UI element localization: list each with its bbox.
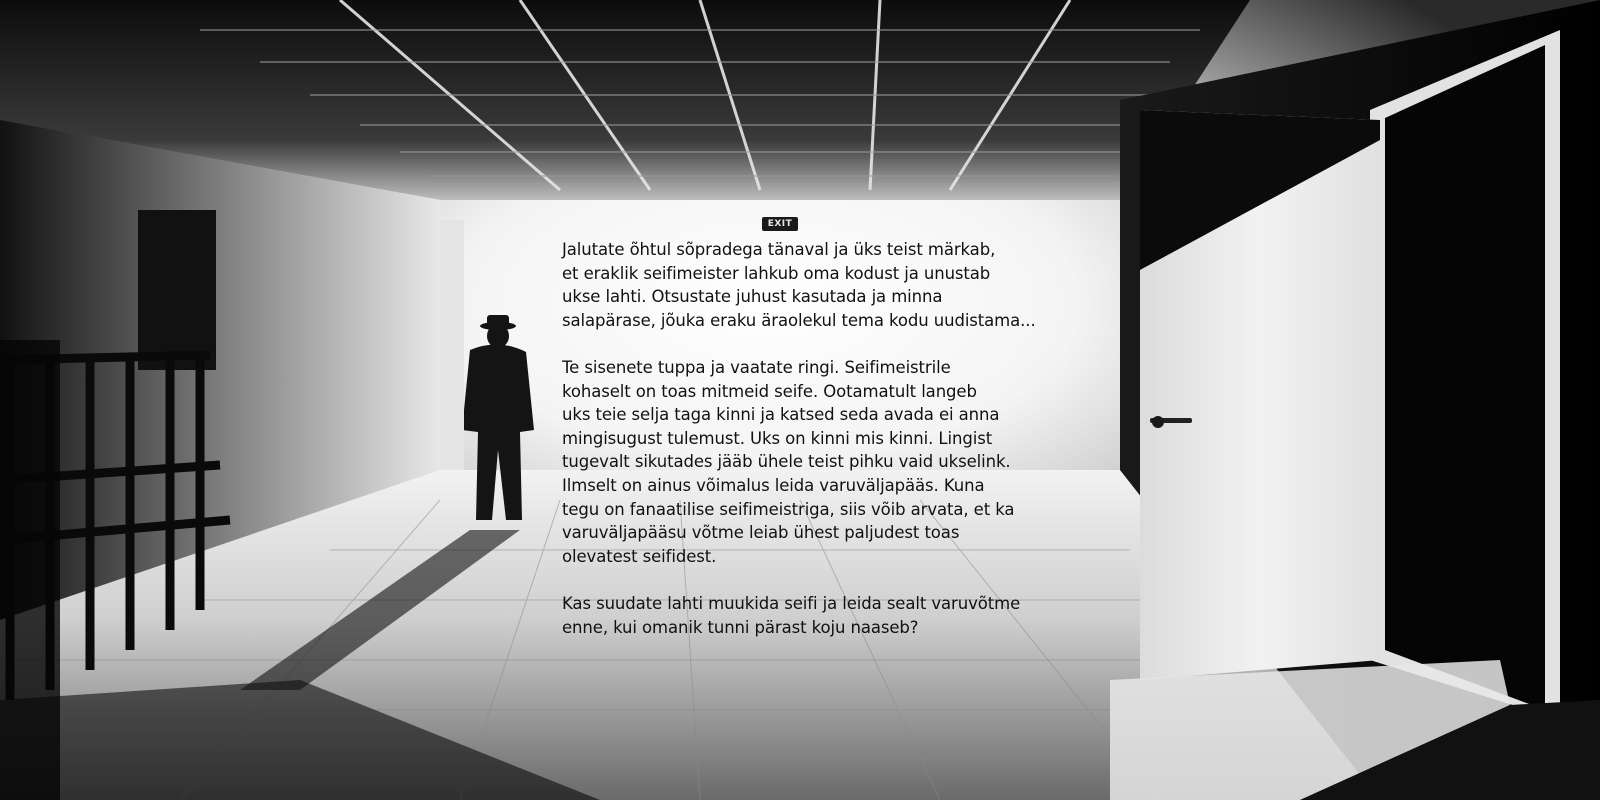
story-paragraph-situation: Te sisenete tuppa ja vaatate ringi. Seifimeistrile kohaselt on toas mitmeid seife. Ootamatult langeb uks teie selja taga kinni ja katsed seda avada ei anna mingisugust tulemust. Uks on kinni mis kinni. Lingist tugevalt sikutades jääb ühele teist pihku vaid ukselink. Ilmselt on ainus võimalus leida varuväljapääs. Kuna tegu on fanaatilise seifimeistriga, siis võib arvata, et ka varuväljapääsu võtme leiab ühest paljudest toas olevatest seifidest. <box>562 357 1015 566</box>
story-paragraph-intro: Jalutate õhtul sõpradega tänaval ja üks teist märkab, et eraklik seifimeister lahkub oma kodust ja unustab ukse lahti. Otsustate juhust kasutada ja minna salapärase, jõuka eraku äraolekul tema kodu uudistama... <box>562 240 1036 330</box>
exit-sign: EXIT <box>762 217 798 231</box>
story-text <box>562 238 1062 663</box>
story-paragraph-question: Kas suudate lahti muukida seifi ja leida sealt varuvõtme enne, kui omanik tunni pärast koju naaseb? <box>562 593 1021 637</box>
